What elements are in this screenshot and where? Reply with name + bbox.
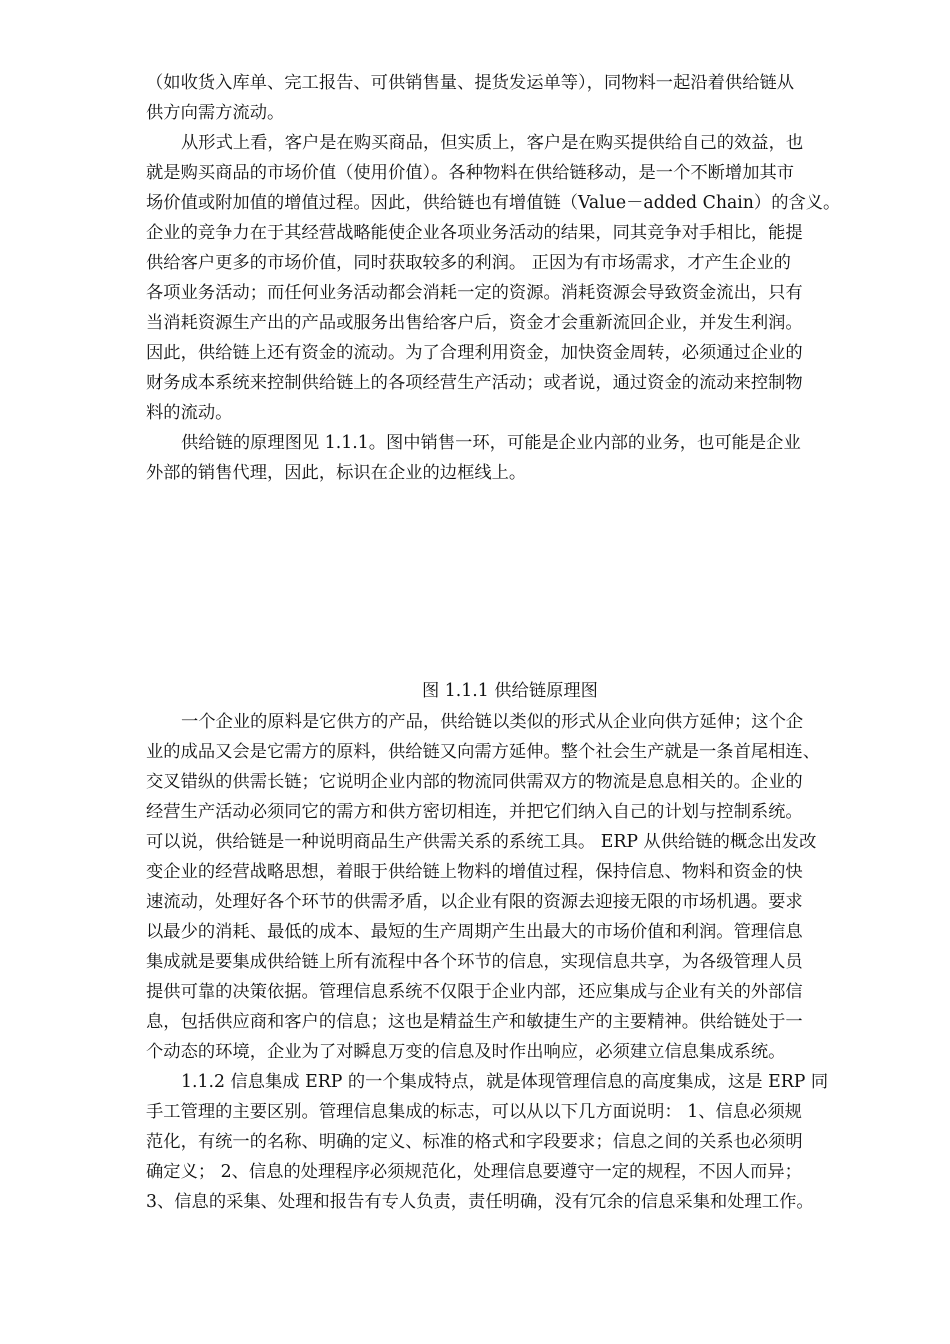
text-line: 供方向需方流动。 [146,103,285,123]
text-line: 各项业务活动；而任何业务活动都会消耗一定的资源。消耗资源会导致资金流出，只有 [146,283,803,303]
text-line: 外部的销售代理，因此，标识在企业的边框线上。 [146,463,527,483]
text-line: 息，包括供应商和客户的信息；这也是精益生产和敏捷生产的主要精神。供给链处于一 [146,1012,803,1032]
text-line: 范化，有统一的名称、明确的定义、标准的格式和字段要求；信息之间的关系也必须明 [146,1132,803,1152]
text-line: 因此，供给链上还有资金的流动。为了合理利用资金，加快资金周转，必须通过企业的 [146,343,803,363]
paragraph-start-line: 从形式上看，客户是在购买商品，但实质上，客户是在购买提供给自己的效益，也 [181,133,804,153]
text-line: 集成就是要集成供给链上所有流程中各个环节的信息，实现信息共享，为各级管理人员 [146,952,803,972]
paragraph-start-line: 一个企业的原料是它供方的产品，供给链以类似的形式从企业向供方延伸；这个企 [181,712,804,732]
text-line: 个动态的环境，企业为了对瞬息万变的信息及时作出响应，必须建立信息集成系统。 [146,1042,786,1062]
top-text-block [146,68,874,488]
figure-caption: 图 1.1.1 供给链原理图 [422,681,598,701]
text-line: 经营生产活动必须同它的需方和供方密切相连，并把它们纳入自己的计划与控制系统。 [146,802,803,822]
text-line: 财务成本系统来控制供给链上的各项经营生产活动；或者说，通过资金的流动来控制物 [146,373,803,393]
figure-placeholder [146,480,874,670]
text-line: 确定义； 2、信息的处理程序必须规范化，处理信息要遵守一定的规程，不因人而异； [146,1162,802,1182]
text-line: （如收货入库单、完工报告、可供销售量、提货发运单等），同物料一起沿着供给链从 [146,73,795,93]
text-line: 提供可靠的决策依据。管理信息系统不仅限于企业内部，还应集成与企业有关的外部信 [146,982,803,1002]
text-line: 交叉错纵的供需长链；它说明企业内部的物流同供需双方的物流是息息相关的。企业的 [146,772,803,792]
text-line: 3、信息的采集、处理和报告有专人负责，责任明确，没有冗余的信息采集和处理工作。 [146,1192,814,1212]
text-line: 企业的竞争力在于其经营战略能使企业各项业务活动的结果，同其竞争对手相比，能提 [146,223,803,243]
text-line: 料的流动。 [146,403,233,423]
bottom-text-block [146,707,874,1217]
paragraph-start-line: 供给链的原理图见 1.1.1。图中销售一环，可能是企业内部的业务，也可能是企业 [181,433,801,453]
paragraph-start-line: 1.1.2 信息集成 ERP 的一个集成特点，就是体现管理信息的高度集成，这是 ERP 同 [181,1072,829,1092]
text-line: 变企业的经营战略思想，着眼于供给链上物料的增值过程，保持信息、物料和资金的快 [146,862,803,882]
text-line: 速流动，处理好各个环节的供需矛盾，以企业有限的资源去迎接无限的市场机遇。要求 [146,892,803,912]
text-line: 以最少的消耗、最低的成本、最短的生产周期产生出最大的市场价值和利润。管理信息 [146,922,803,942]
text-line: 可以说，供给链是一种说明商品生产供需关系的系统工具。 ERP 从供给链的概念出发改 [146,832,817,852]
text-line: 就是购买商品的市场价值（使用价值）。各种物料在供给链移动，是一个不断增加其市 [146,163,795,183]
text-line: 手工管理的主要区别。管理信息集成的标志，可以从以下几方面说明： 1、信息必须规 [146,1102,802,1122]
text-line: 业的成品又会是它需方的原料，供给链又向需方延伸。整个社会生产就是一条首尾相连、 [146,742,820,762]
text-line: 场价值或附加值的增值过程。因此，供给链也有增值链（Value－added Chain）的含义。 [146,193,841,213]
text-line: 当消耗资源生产出的产品或服务出售给客户后，资金才会重新流回企业，并发生利润。 [146,313,803,333]
text-line: 供给客户更多的市场价值，同时获取较多的利润。 正因为有市场需求，才产生企业的 [146,253,791,273]
